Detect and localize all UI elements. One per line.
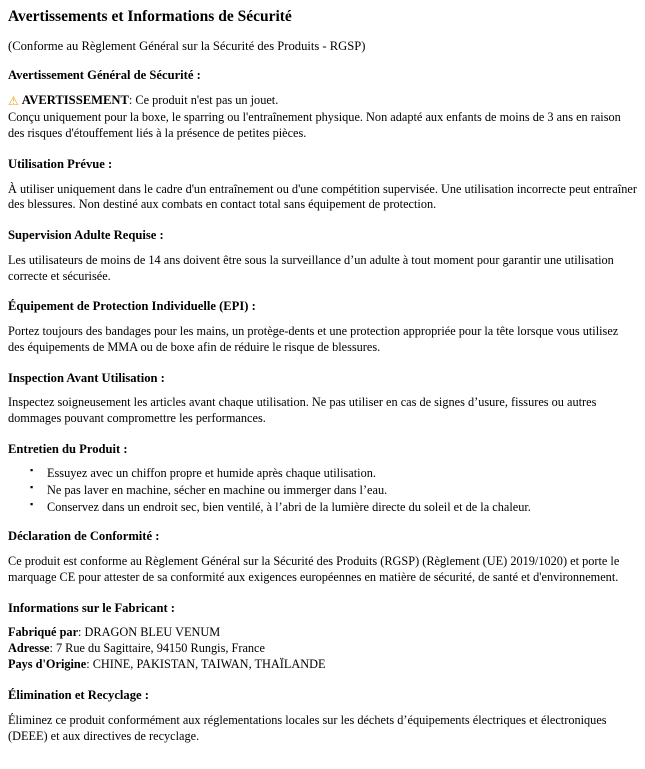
section-heading-manufacturer: Informations sur le Fabricant : (8, 600, 175, 615)
intended-use-body: À utiliser uniquement dans le cadre d'un entraînement ou d'une compétition supervisée. Une utilisation incorrecte peut entraîner des blessures. Non destiné aux combats en contact total sans équipement de protection. (8, 181, 637, 212)
maintenance-list (8, 466, 637, 516)
section-disposal (8, 688, 637, 744)
conformity-body: Ce produit est conforme au Règlement Général sur la Sécurité des Produits (RGSP) (Règlement (UE) 2019/1020) et porte le marquage CE pour attester de sa conformité aux exigences européennes en matière de sécurité, de santé et d'environnement. (8, 554, 620, 584)
section-heading-maintenance: Entretien du Produit : (8, 441, 128, 456)
section-heading-adult-supervision: Supervision Adulte Requise : (8, 228, 164, 243)
manufacturer-origin-line (8, 657, 637, 673)
section-ppe (8, 299, 637, 355)
manufacturer-name-line (8, 625, 637, 641)
origin-label: Pays d'Origine (8, 657, 87, 672)
section-general-warning (8, 68, 637, 142)
list-item: ▪ Essuyez avec un chiffon propre et humide après chaque utilisation. (8, 466, 637, 482)
general-warning-body: Conçu uniquement pour la boxe, le sparring ou l'entraînement physique. Non adapté aux enfants de moins de 3 ans en raison des risques d'étouffement liés à la présence de petites pièces. (8, 110, 621, 141)
section-heading-general-warning: Avertissement Général de Sécurité : (8, 67, 201, 82)
warning-triangle-icon: ⚠ (8, 94, 19, 109)
manufacturer-label: Fabriqué par (8, 625, 79, 640)
origin-value: : CHINE, PAKISTAN, TAIWAN, THAÏLANDE (86, 657, 326, 672)
warning-word: AVERTISSEMENT (21, 93, 129, 108)
section-heading-ppe: Équipement de Protection Individuelle (EPI) : (8, 299, 256, 314)
address-value: : 7 Rue du Sagittaire, 94150 Rungis, France (49, 641, 265, 656)
section-heading-disposal: Élimination et Recyclage : (8, 688, 149, 703)
section-heading-conformity: Déclaration de Conformité : (8, 529, 160, 544)
adult-supervision-body: Les utilisateurs de moins de 14 ans doivent être sous la surveillance d’un adulte à tout moment pour garantir une utilisation correcte et sécurisée. (8, 252, 614, 283)
manufacturer-value: : DRAGON BLEU VENUM (78, 625, 221, 640)
section-conformity (8, 529, 637, 585)
ppe-body: Portez toujours des bandages pour les mains, un protège-dents et une protection appropriée pour la tête lorsque vous utilisez des équipements de MMA ou de boxe afin de réduire le risque de blessures. (8, 324, 619, 354)
warning-lead-text: : Ce produit n'est pas un jouet. (128, 93, 279, 108)
list-item: ▪ Ne pas laver en machine, sécher en machine ou immerger dans l’eau. (8, 483, 637, 499)
section-heading-intended-use: Utilisation Prévue : (8, 156, 113, 171)
section-intended-use (8, 157, 637, 213)
section-maintenance (8, 442, 637, 517)
list-item: ▪ Conservez dans un endroit sec, bien ventilé, à l’abri de la lumière directe du soleil et de la chaleur. (8, 500, 637, 516)
document-subtitle: (Conforme au Règlement Général sur la Sécurité des Produits - RGSP) (8, 38, 366, 53)
address-label: Adresse (8, 641, 50, 656)
disposal-body: Éliminez ce produit conformément aux réglementations locales sur les déchets d’équipements électriques et électroniques (DEEE) et aux directives de recyclage. (8, 713, 607, 743)
section-adult-supervision (8, 228, 637, 284)
inspection-body: Inspectez soigneusement les articles avant chaque utilisation. Ne pas utiliser en cas de signes d’usure, fissures ou autres dommages pouvant compromettre les performances. (8, 395, 597, 425)
section-inspection (8, 371, 637, 427)
section-heading-inspection: Inspection Avant Utilisation : (8, 370, 165, 385)
manufacturer-address-line (8, 641, 637, 657)
warning-callout (8, 92, 637, 109)
page-title: Avertissements et Informations de Sécurité (8, 8, 292, 25)
section-manufacturer (8, 601, 637, 674)
